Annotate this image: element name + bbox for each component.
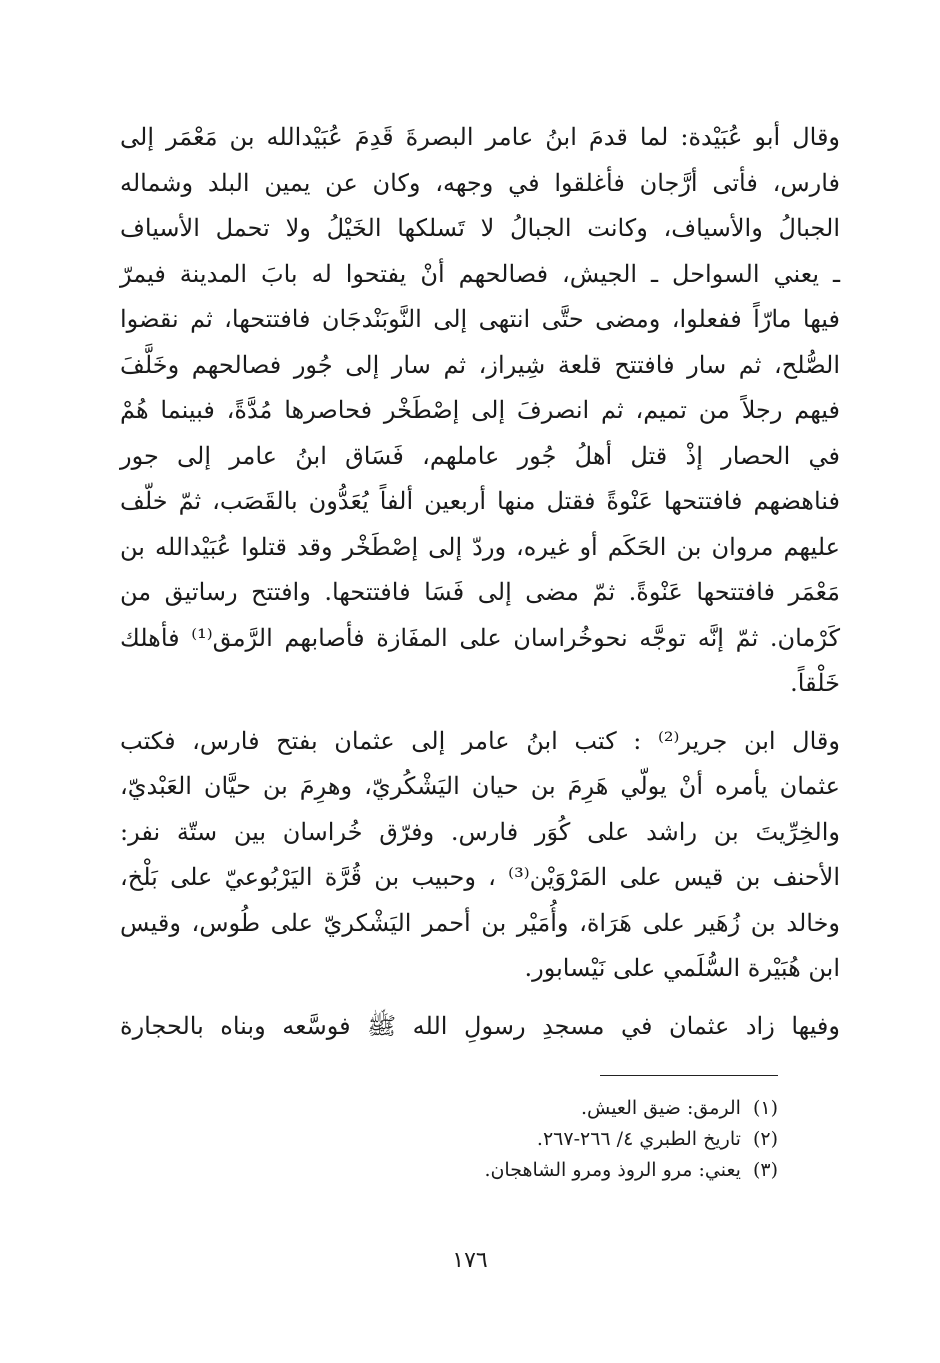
footnote-2 [380,1124,778,1155]
footnote-3 [380,1155,778,1186]
text-line: عليهم مروان بن الحَكَم أو غيره، وردّ إلى إصْطَخْر وقد قتلوا عُبَيْدالله بن [120,532,840,561]
footnote-1 [380,1093,778,1124]
text-line: عثمان يأمره أنْ يولّي هَرِمَ بن حيان اليَشْكُريّ، وهرِمَ بن حيَّان العَبْديّ، [120,772,840,800]
footnote-text: تاريخ الطبري ٤/ ٢٦٦-٢٦٧. [536,1128,741,1150]
text-line: فناهضهم فافتتحها عَنْوةً فقتل منها أربعين ألفاً يُعَدُّون بالقَصَب، ثمّ خلّف [120,487,840,515]
text-line: وفيها زاد عثمان في مسجدِ رسولِ الله ﷺ فوسَّعه وبناه بالحجارة [120,1011,840,1040]
paragraph-1 [120,115,840,707]
text-line: في الحصار إذْ قتل أهلُ جُور عاملهم، فَسَاق ابنُ عامر إلى جور [120,441,840,470]
page-number: ١٧٦ [452,1248,488,1273]
text-line: ابن هُبَيْرة السُّلَمي على نَيْسابور. [524,954,840,982]
text-line: فيها مارّاً ففعلوا، ومضى حتَّى انتهى إلى النَّوبَنْدجَان فافتتحها، ثم نقضوا [120,305,840,333]
text-line: مَعْمَر فافتتحها عَنْوةً. ثمّ مضى إلى فَسَا فافتتحها. وافتتح رساتيق من [120,578,840,606]
footnotes [380,1093,778,1186]
text-line: خَلْقاً. [790,669,840,697]
paragraph-3 [120,1004,840,1050]
text-line: وقال ابن جرير⁽²⁾ : كتب ابنُ عامر إلى عثمان بفتح فارس، فكتب [120,726,840,755]
text-line: كَرْمان. ثمّ إنَّه توجَّه نحوخُراسان على المفَازة فأصابهم الرَّمق⁽¹⁾ فأهلك [120,623,840,652]
main-text [120,115,840,1049]
text-line: الجبالُ والأسياف، وكانت الجبالُ لا تَسلكها الخَيْلُ ولا تحمل الأسياف [120,214,840,242]
paragraph-gap [120,707,840,719]
footnote-text: يعني: مرو الروذ ومرو الشاهجان. [484,1159,741,1181]
text-line: فارس، فأتى أرَّجان فأغلقوا في وجهه، وكان عن يمين البلد وشماله [120,168,840,197]
footnote-number: (٢) [752,1128,778,1150]
footnote-text: الرمق: ضيق العيش. [580,1097,741,1119]
text-line: وخالد بن زُهَير على هَرَاة، وأُمَيْر بن أحمر اليَشْكريّ على طُوس، وقيس [120,908,840,937]
footnote-separator [600,1075,778,1076]
text-line: ـ يعني السواحل ـ الجيش، فصالحهم أنْ يفتحوا له بابَ المدينة فيمرّ [120,259,840,288]
text-line: فيهم رجلاً من تميم، ثم انصرفَ إلى إصْطَخْر فحاصرها مُدَّةً، فبينما هُمْ [120,396,840,424]
text-line: وقال أبو عُبَيْدة: لما قدمَ ابنُ عامر البصرةَ قَدِمَ عُبَيْدالله بن مَعْمَر إلى [120,123,840,151]
footnote-number: (١) [752,1097,778,1119]
text-line: والخِرِّيتَ بن راشد على كُوَر فارس. وفرّق خُراسان بين ستّة نفر: [120,817,841,846]
text-line: الأحنف بن قيس على المَرْوَيْن⁽³⁾ ، وحبيب بن قُرَّة اليَرْبُوعيّ على بَلْخ، [120,863,840,891]
paragraph-gap [120,992,840,1004]
paragraph-2 [120,719,840,992]
footnote-number: (٣) [752,1159,778,1181]
text-line: الصُّلح، ثم سار فافتتح قلعة شِيراز، ثم سار إلى جُور فصالحهم وخَلَّفَ [120,350,840,379]
